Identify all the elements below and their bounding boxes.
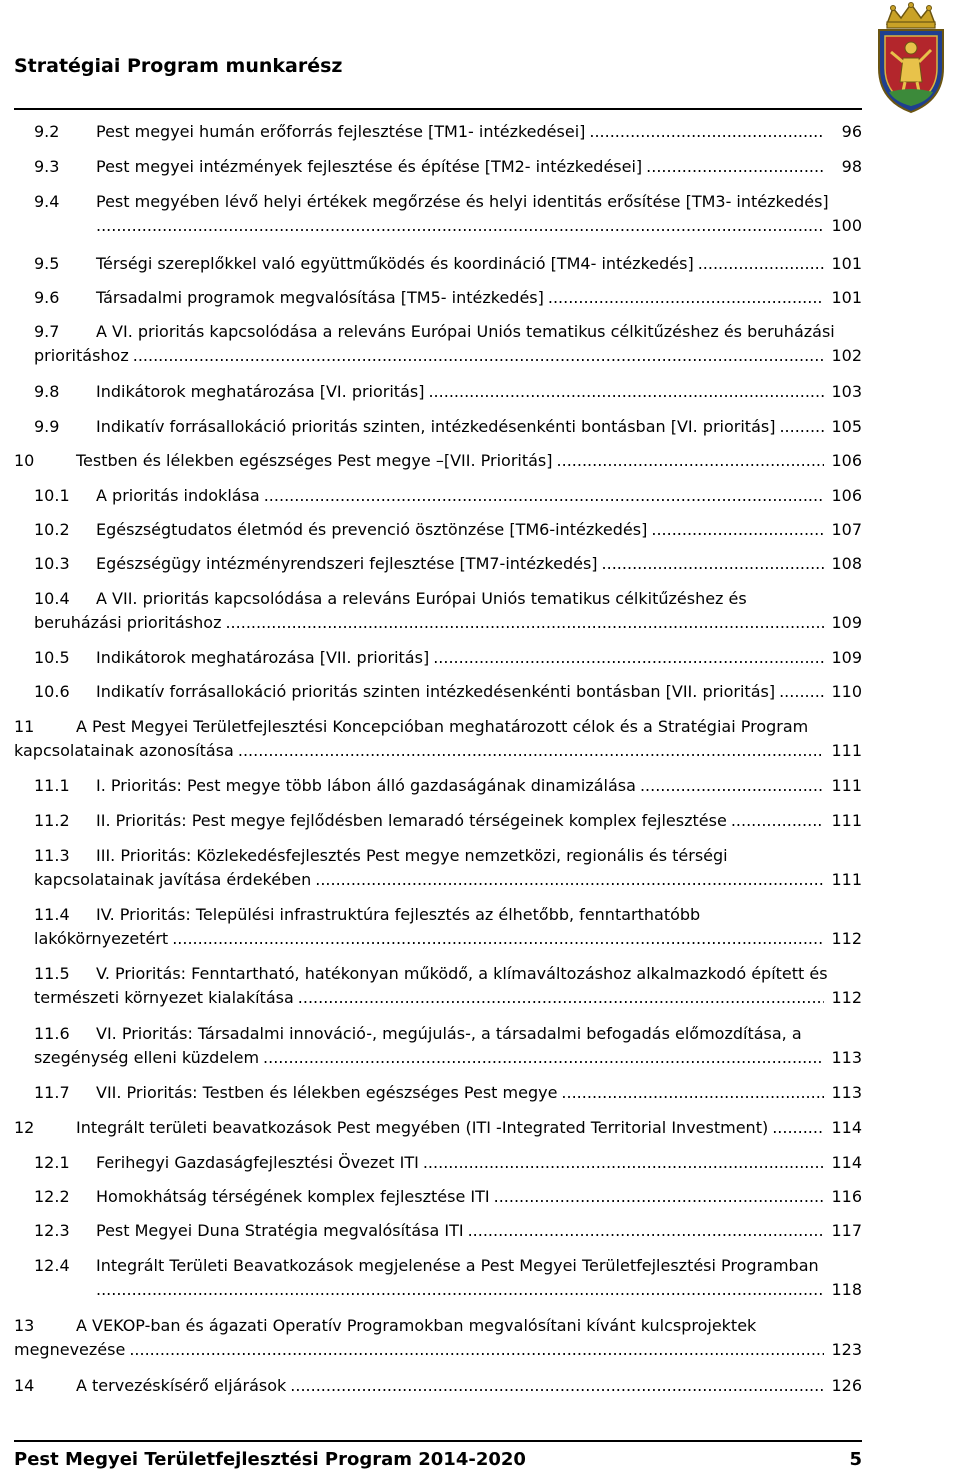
toc-leader-dots — [651, 518, 824, 542]
toc-entry-title: természeti környezet kialakítása — [34, 988, 294, 1007]
toc-entry-page-number: 106 — [831, 451, 862, 470]
toc-entry-number: 11.6 — [34, 1024, 70, 1043]
toc-entry-title: Indikátorok meghatározása [VI. prioritás] — [96, 382, 425, 401]
toc-entry-number: 9.9 — [34, 417, 60, 436]
toc-entry-number: 9.2 — [34, 122, 60, 141]
toc-leader-dots — [494, 1185, 824, 1209]
toc-entry-page-number: 118 — [831, 1280, 862, 1299]
toc-entry-title: Pest Megyei Duna Stratégia megvalósítása ITI — [96, 1221, 464, 1240]
toc-entry-page-number: 101 — [831, 288, 862, 307]
toc-entry-page-number: 117 — [831, 1221, 862, 1240]
toc-leader-dots — [772, 1116, 824, 1140]
toc-entry-page-number: 109 — [831, 613, 862, 632]
toc-entry-title: Pest megyében lévő helyi értékek megőrzése és helyi identitás erősítése [TM3- intézkedés] — [96, 192, 829, 211]
toc-entry-title: III. Prioritás: Közlekedésfejlesztés Pest megye nemzetközi, regionális és térségi — [96, 846, 728, 865]
toc-leader-dots — [264, 484, 824, 508]
toc-entry-page-number: 114 — [831, 1153, 862, 1172]
toc-entry-title: szegénység elleni küzdelem — [34, 1048, 260, 1067]
pest-county-coat-of-arms-icon — [867, 2, 955, 114]
toc-entry-title: Indikátorok meghatározása [VII. prioritás] — [96, 648, 430, 667]
toc-entry-page-number: 102 — [831, 346, 862, 365]
toc-leader-dots — [433, 646, 824, 670]
toc-entry-page-number: 111 — [831, 870, 862, 889]
toc-entry-number: 10.6 — [34, 682, 70, 701]
toc-entry-title: beruházási prioritáshoz — [34, 613, 222, 632]
toc-entry-title: IV. Prioritás: Települési infrastruktúra fejlesztés az élhetőbb, fenntarthatóbb — [96, 905, 701, 924]
toc-entry-number: 12.4 — [34, 1256, 70, 1275]
toc-entry-number: 9.6 — [34, 288, 60, 307]
toc-leader-dots — [290, 1374, 824, 1398]
toc-entry-title: kapcsolatainak javítása érdekében — [34, 870, 312, 889]
toc-entry-number: 10.5 — [34, 648, 70, 667]
toc-entry-number: 9.7 — [34, 322, 60, 341]
toc-entry-title: Testben és lélekben egészséges Pest megye –[VII. Prioritás] — [76, 451, 553, 470]
toc-entry-number: 12.3 — [34, 1221, 70, 1240]
toc-entry-title: A VII. prioritás kapcsolódása a releváns Európai Uniós tematikus célkitűzéshez és — [96, 589, 747, 608]
toc-leader-dots — [602, 552, 824, 576]
toc-entry-title: II. Prioritás: Pest megye fejlődésben lemaradó térségeinek komplex fejlesztése — [96, 811, 727, 830]
toc-entry-number: 10.3 — [34, 554, 70, 573]
toc-entry-page-number: 112 — [831, 929, 862, 948]
toc-entry-number: 13 — [14, 1316, 35, 1335]
toc-entry-title: VI. Prioritás: Társadalmi innováció-, megújulás-, a társadalmi befogadás előmozdítása, a — [96, 1024, 802, 1043]
toc-leader-dots — [698, 252, 824, 276]
toc-entry-page-number: 100 — [831, 216, 862, 235]
toc-entry-page-number: 126 — [831, 1376, 862, 1395]
toc-entry-title: Ferihegyi Gazdaságfejlesztési Övezet ITI — [96, 1153, 419, 1172]
toc-entry-number: 11.2 — [34, 811, 70, 830]
toc-leader-dots — [557, 449, 824, 473]
toc-entry-title: Pest megyei humán erőforrás fejlesztése [TM1- intézkedései] — [96, 122, 586, 141]
toc-leader-dots — [225, 611, 824, 635]
toc-entry-number: 12.1 — [34, 1153, 70, 1172]
toc-entry-page-number: 98 — [841, 157, 862, 176]
toc-entry-page-number: 113 — [831, 1048, 862, 1067]
toc-leader-dots — [96, 1278, 824, 1302]
toc-entry-title: A tervezéskísérő eljárások — [76, 1376, 287, 1395]
toc-entry-title: V. Prioritás: Fenntartható, hatékonyan működő, a klímaváltozáshoz alkalmazkodó épített és — [96, 964, 828, 983]
header-title: Stratégiai Program munkarész — [14, 55, 343, 77]
toc-leader-dots — [133, 344, 824, 368]
toc-entry-number: 10.2 — [34, 520, 70, 539]
toc-leader-dots — [172, 927, 824, 951]
toc-entry-number: 11.4 — [34, 905, 70, 924]
toc-entry-page-number: 103 — [831, 382, 862, 401]
toc-entry-title: megnevezése — [14, 1340, 126, 1359]
toc-entry-title: Egészségügy intézményrendszeri fejlesztése [TM7-intézkedés] — [96, 554, 598, 573]
toc-leader-dots — [315, 868, 824, 892]
toc-entry-title: A VI. prioritás kapcsolódása a releváns Európai Uniós tematikus célkitűzéshez és beruházási — [96, 322, 835, 341]
toc-entry-number: 11.3 — [34, 846, 70, 865]
toc-entry-title: Indikatív forrásallokáció prioritás szinten intézkedésenkénti bontásban [VII. prioritás] — [96, 682, 776, 701]
toc-leader-dots — [779, 680, 824, 704]
toc-entry-number: 11.7 — [34, 1083, 70, 1102]
header-rule — [14, 108, 862, 110]
toc-entry-title: I. Prioritás: Pest megye több lábon álló gazdaságának dinamizálása — [96, 776, 636, 795]
toc-leader-dots — [731, 809, 824, 833]
toc-leader-dots — [779, 415, 824, 439]
toc-entry-number: 11.5 — [34, 964, 70, 983]
toc-entry-number: 9.8 — [34, 382, 60, 401]
toc-entry-page-number: 105 — [831, 417, 862, 436]
toc-entry-page-number: 101 — [831, 254, 862, 273]
toc-entry-page-number: 109 — [831, 648, 862, 667]
toc-leader-dots — [423, 1151, 824, 1175]
toc-entry-number: 10.4 — [34, 589, 70, 608]
toc-leader-dots — [561, 1081, 824, 1105]
toc-entry-page-number: 116 — [831, 1187, 862, 1206]
toc-leader-dots — [589, 120, 824, 144]
toc-entry-title: A prioritás indoklása — [96, 486, 260, 505]
page-header — [0, 0, 960, 116]
toc-entry-page-number: 112 — [831, 988, 862, 1007]
toc-entry-number: 10 — [14, 451, 35, 470]
toc-leader-dots — [298, 986, 824, 1010]
toc-leader-dots — [548, 286, 824, 310]
toc-entry-number: 12.2 — [34, 1187, 70, 1206]
toc-entry-number: 12 — [14, 1118, 35, 1137]
toc-entry-title: prioritáshoz — [34, 346, 129, 365]
footer-page-number: 5 — [849, 1449, 862, 1470]
toc-entry-number: 11 — [14, 717, 35, 736]
toc-leader-dots — [640, 774, 824, 798]
toc-entry-title: Pest megyei intézmények fejlesztése és építése [TM2- intézkedései] — [96, 157, 643, 176]
toc-entry-page-number: 111 — [831, 811, 862, 830]
toc-entry-page-number: 108 — [831, 554, 862, 573]
toc-entry-title: Társadalmi programok megvalósítása [TM5- intézkedés] — [96, 288, 544, 307]
footer-rule — [14, 1440, 862, 1442]
toc-entry-number: 9.5 — [34, 254, 60, 273]
toc-leader-dots — [238, 739, 824, 763]
toc-entry-page-number: 110 — [831, 682, 862, 701]
toc-entry-title: A Pest Megyei Területfejlesztési Koncepcióban meghatározott célok és a Stratégiai Program — [76, 717, 809, 736]
toc-entry-title: Integrált területi beavatkozások Pest megyében (ITI -Integrated Territorial Investment) — [76, 1118, 769, 1137]
toc-entry-title: Integrált Területi Beavatkozások megjelenése a Pest Megyei Területfejlesztési Programban — [96, 1256, 819, 1275]
toc-leader-dots — [263, 1046, 824, 1070]
toc-entry-number: 9.3 — [34, 157, 60, 176]
toc-entry-number: 10.1 — [34, 486, 70, 505]
toc-entry-title: Indikatív forrásallokáció prioritás szinten, intézkedésenkénti bontásban [VI. prioritás] — [96, 417, 776, 436]
toc-entry-page-number: 96 — [841, 122, 862, 141]
toc-entry-title: Egészségtudatos életmód és prevenció ösztönzése [TM6-intézkedés] — [96, 520, 648, 539]
toc-leader-dots — [468, 1219, 824, 1243]
toc-leader-dots — [428, 380, 824, 404]
toc-entry-title: Térségi szereplőkkel való együttműködés és koordináció [TM4- intézkedés] — [96, 254, 694, 273]
toc-entry-title: lakókörnyezetért — [34, 929, 169, 948]
toc-leader-dots — [129, 1338, 824, 1362]
toc-entry-page-number: 111 — [831, 741, 862, 760]
toc-entry-page-number: 111 — [831, 776, 862, 795]
toc-entry-number: 14 — [14, 1376, 35, 1395]
toc-entry-number: 11.1 — [34, 776, 70, 795]
toc-entry-page-number: 123 — [831, 1340, 862, 1359]
toc-entry-page-number: 113 — [831, 1083, 862, 1102]
toc-entry-page-number: 114 — [831, 1118, 862, 1137]
toc-entry-title: A VEKOP-ban és ágazati Operatív Programokban megvalósítani kívánt kulcsprojektek — [76, 1316, 757, 1335]
toc-entry-number: 9.4 — [34, 192, 60, 211]
toc-leader-dots — [96, 214, 824, 238]
toc-entry-title: Homokhátság térségének komplex fejlesztése ITI — [96, 1187, 490, 1206]
toc-leader-dots — [646, 155, 824, 179]
toc-entry-title: VII. Prioritás: Testben és lélekben egészséges Pest megye — [96, 1083, 558, 1102]
toc-entry-page-number: 107 — [831, 520, 862, 539]
toc-entry-title: kapcsolatainak azonosítása — [14, 741, 234, 760]
toc-entry-page-number: 106 — [831, 486, 862, 505]
footer-title: Pest Megyei Területfejlesztési Program 2014-2020 — [14, 1449, 526, 1470]
